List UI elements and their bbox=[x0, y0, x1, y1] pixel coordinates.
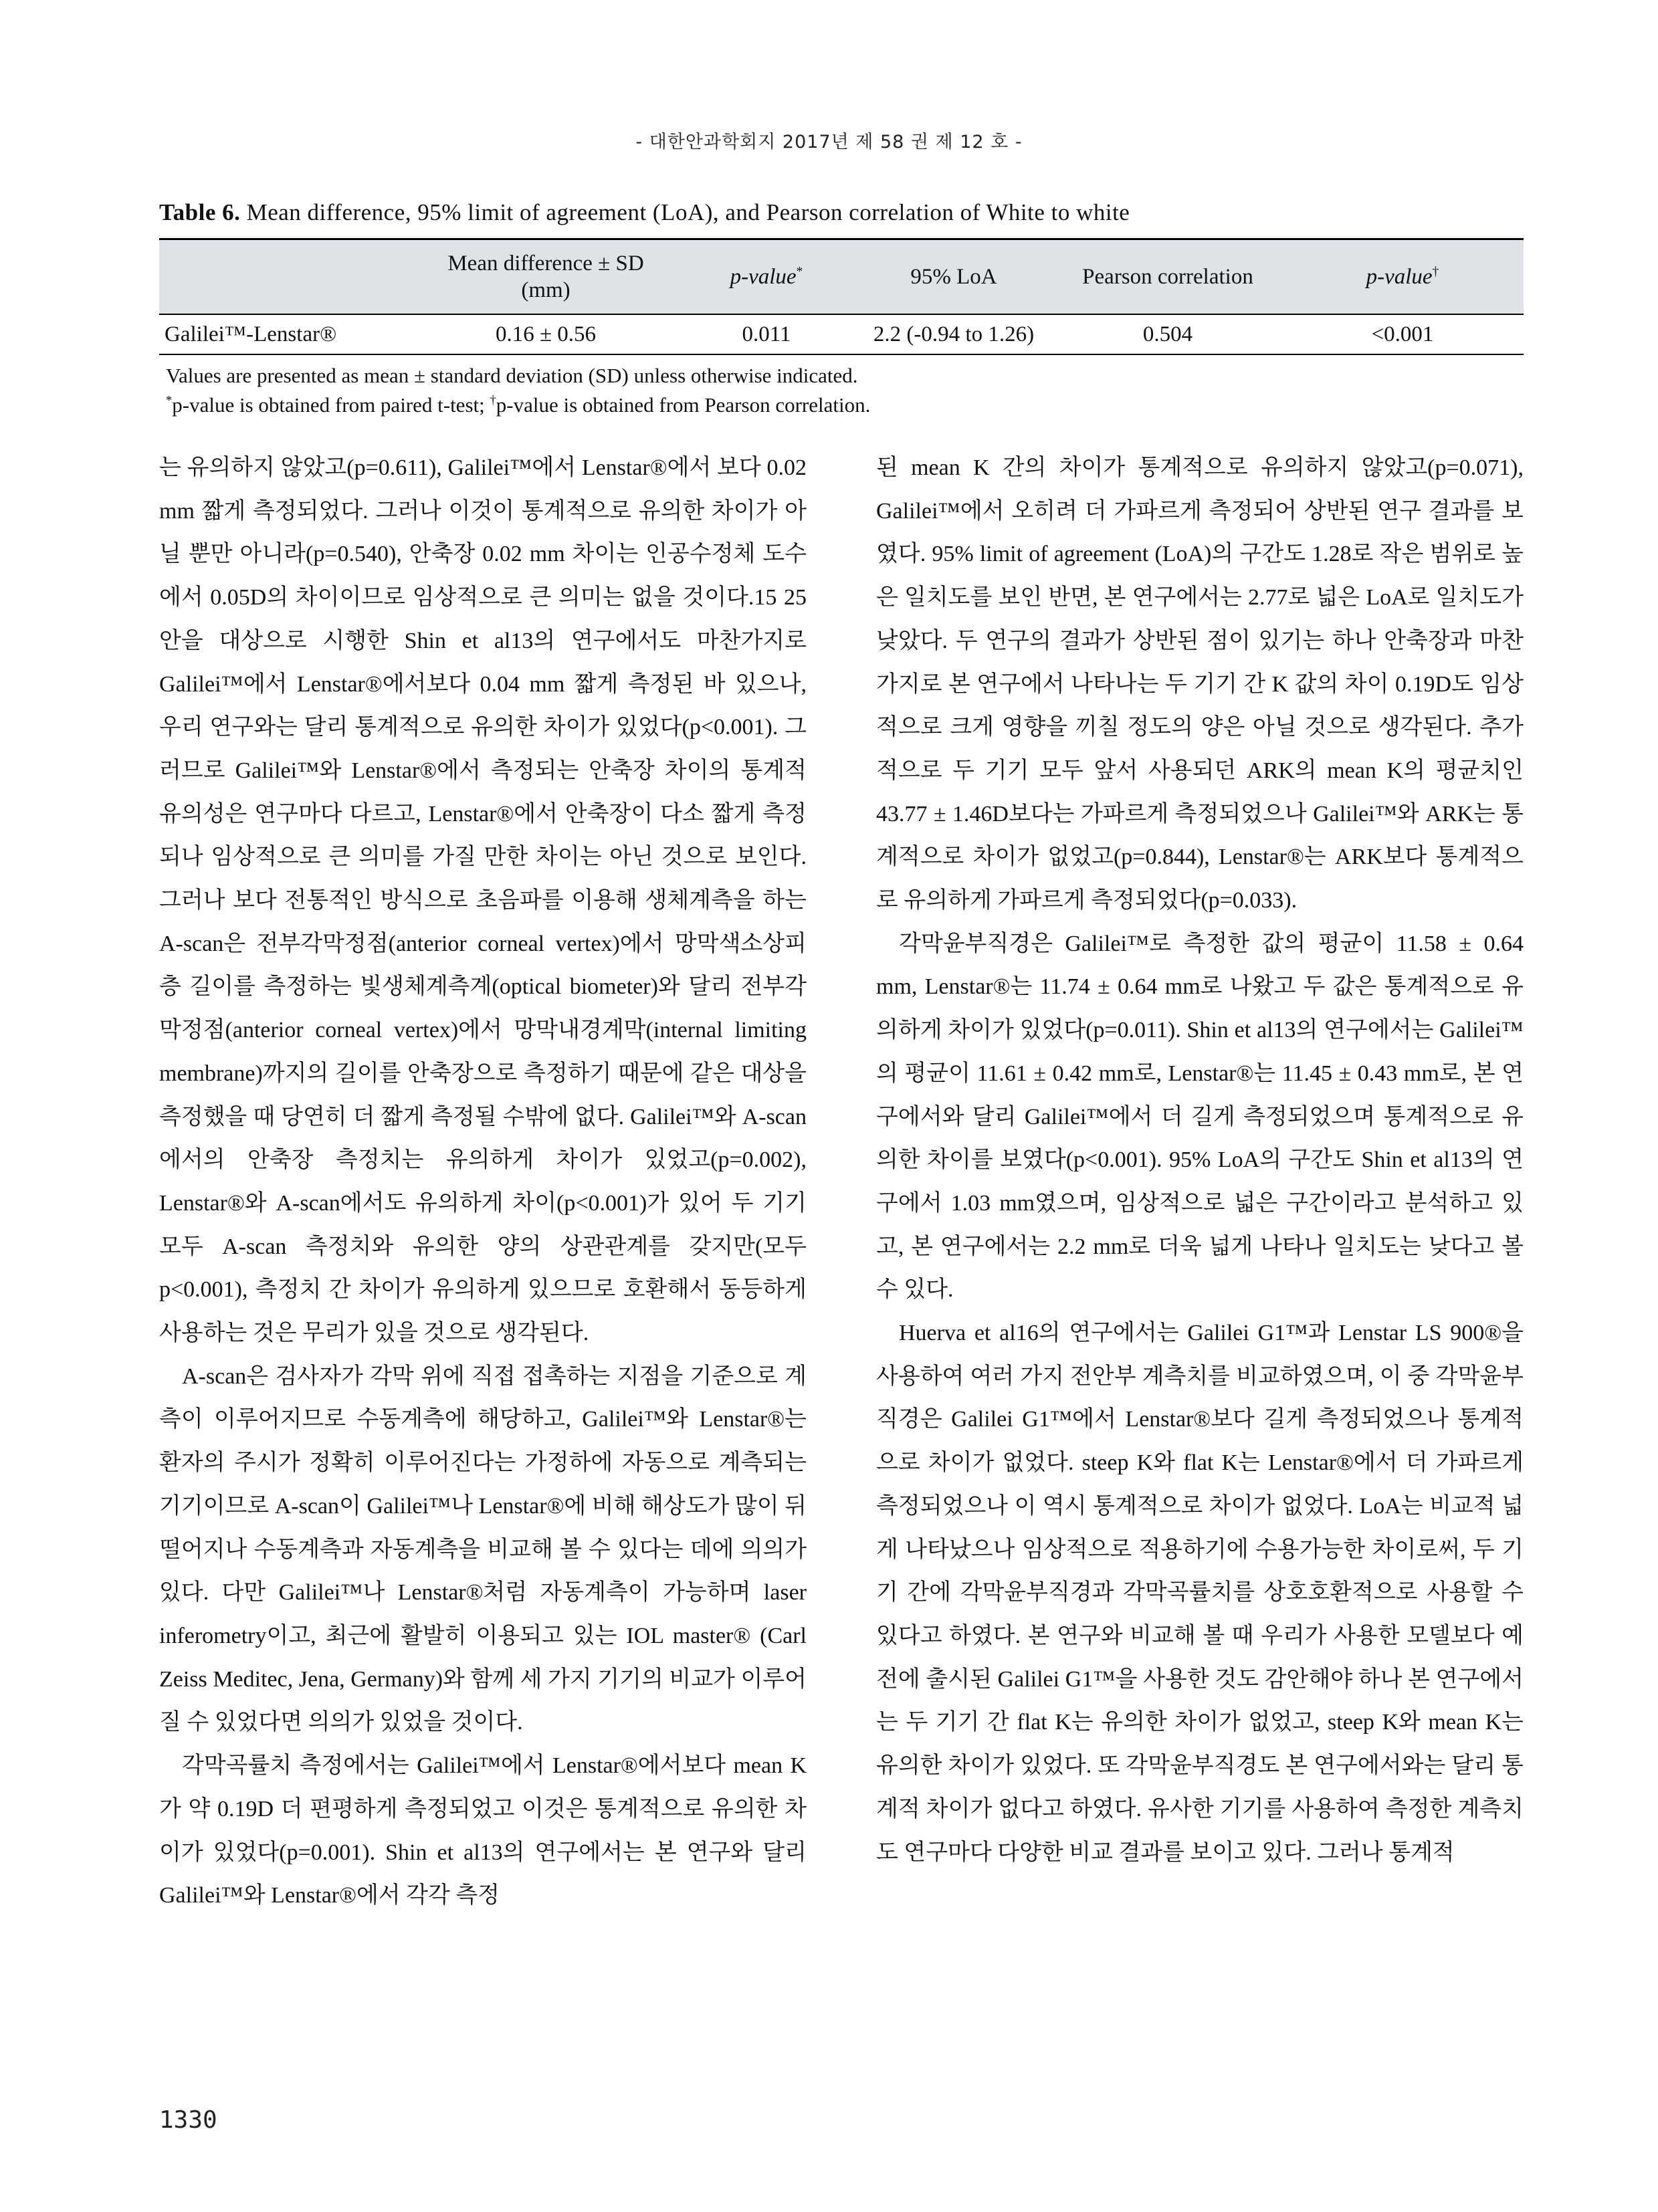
cell-mean-difference: 0.16 ± 0.56 bbox=[412, 314, 680, 354]
body-paragraph: Huerva et al16의 연구에서는 Galilei G1™과 Lenstar LS 900®을 사용하여 여러 가지 전안부 계측치를 비교하였으며, 이 중 각막윤부직경은 Galilei G1™에서 Lenstar®보다 길게 측정되었으나 통계적으로 차이가 없었다. steep K와 flat K는 Lenstar®에서 더 가파르게 측정되었으나 이 역시 통계적으로 차이가 없었다. LoA는 비교적 넓게 나타났으나 임상적으로 적용하기에 수용가능한 차이로써, 두 기기 간에 각막윤부직경과 각막곡률치를 상호호환적으로 사용할 수 있다고 하였다. 본 연구와 비교해 볼 때 우리가 사용한 모델보다 예전에 출시된 Galilei G1™을 사용한 것도 감안해야 하나 본 연구에서는 두 기기 간 flat K는 유의한 차이가 없었고, steep K와 mean K는 유의한 차이가 있었다. 또 각막윤부직경도 본 연구에서와는 달리 통계적 차이가 없다고 하였다. 유사한 기기를 사용하여 측정한 계측치도 연구마다 다양한 비교 결과를 보이고 있다. 그러나 통계적 bbox=[876, 1321, 1524, 1865]
cell-pearson: 0.504 bbox=[1054, 314, 1281, 354]
header-pvalue-pearson bbox=[1281, 239, 1524, 315]
cell-pvalue-pearson: <0.001 bbox=[1281, 314, 1524, 354]
cell-pvalue-ttest: 0.011 bbox=[680, 314, 853, 354]
header-pvalue2-text: p-value bbox=[1366, 265, 1433, 289]
header-loa: 95% LoA bbox=[853, 239, 1054, 315]
table-note-1: Values are presented as mean ± standard deviation (SD) unless otherwise indicated. bbox=[166, 364, 858, 387]
header-pvalue2-mark: † bbox=[1432, 264, 1439, 279]
note-2-part2: p-value is obtained from Pearson correlation. bbox=[496, 393, 871, 417]
header-pearson: Pearson correlation bbox=[1054, 239, 1281, 315]
body-paragraph: 각막윤부직경은 Galilei™로 측정한 값의 평균이 11.58 ± 0.64 mm, Lenstar®는 11.74 ± 0.64 mm로 나왔고 두 값은 통계적으로 유의하게 차이가 있었다(p=0.011). Shin et al13의 연구에서는 Galilei™의 평균이 11.61 ± 0.42 mm로, Lenstar®는 11.45 ± 0.43 mm로, 본 연구에서와 달리 Galilei™에서 더 길게 측정되었으며 통계적으로 유의한 차이를 보였다(p<0.001). 95% LoA의 구간도 Shin et al13의 연구에서 1.03 mm였으며, 임상적으로 넓은 구간이라고 분석하고 있고, 본 연구에서는 2.2 mm로 더욱 넓게 나타나 일치도는 낮다고 볼 수 있다. bbox=[876, 931, 1524, 1303]
running-head: - 대한안과학회지 2017년 제 58 권 제 12 호 - bbox=[635, 132, 1023, 152]
header-pvalue-ttest bbox=[680, 239, 853, 315]
note-mark-dagger: † bbox=[490, 393, 496, 408]
table-row bbox=[159, 314, 1524, 354]
header-mean-diff-line1: Mean difference ± SD bbox=[447, 251, 644, 275]
header-blank bbox=[159, 239, 412, 315]
table-caption-text: Mean difference, 95% limit of agreement (LoA), and Pearson correlation of White to white bbox=[246, 199, 1130, 225]
note-2-part1: p-value is obtained from paired t-test; bbox=[172, 393, 490, 417]
page-number: 1330 bbox=[159, 2106, 217, 2134]
table-caption bbox=[159, 199, 1524, 226]
body-column-right bbox=[876, 447, 1524, 1874]
note-mark-asterisk: * bbox=[166, 393, 173, 408]
table-header-row bbox=[159, 239, 1524, 315]
table-note-2 bbox=[166, 391, 1530, 420]
header-mean-diff-line2: (mm) bbox=[521, 278, 571, 302]
body-paragraph: 각막곡률치 측정에서는 Galilei™에서 Lenstar®에서보다 mean K가 약 0.19D 더 편평하게 측정되었고 이것은 통계적으로 유의한 차이가 있었다(p=0.001). Shin et al13의 연구에서는 본 연구와 달리 Galilei™와 Lenstar®에서 각각 측정 bbox=[159, 1753, 807, 1908]
body-paragraph: 된 mean K 간의 차이가 통계적으로 유의하지 않았고(p=0.071), Galilei™에서 오히려 더 가파르게 측정되어 상반된 연구 결과를 보였다. 95% limit of agreement (LoA)의 구간도 1.28로 작은 범위로 높은 일치도를 보인 반면, 본 연구에서는 2.77로 넓은 LoA로 일치도가 낮았다. 두 연구의 결과가 상반된 점이 있기는 하나 안축장과 마찬가지로 본 연구에서 나타나는 두 기기 간 K 값의 차이 0.19D도 임상적으로 크게 영향을 끼칠 정도의 양은 아닐 것으로 생각된다. 추가적으로 두 기기 모두 앞서 사용되던 ARK의 mean K의 평균치인 43.77 ± 1.46D보다는 가파르게 측정되었으나 Galilei™와 ARK는 통계적으로 차이가 없었고(p=0.844), Lenstar®는 ARK보다 통계적으로 유의하게 가파르게 측정되었다(p=0.033). bbox=[876, 455, 1524, 913]
body-column-left bbox=[159, 447, 807, 1918]
results-table bbox=[159, 238, 1524, 355]
table-footnotes bbox=[166, 361, 1530, 420]
body-paragraph: A-scan은 검사자가 각막 위에 직접 접촉하는 지점을 기준으로 계측이 이루어지므로 수동계측에 해당하고, Galilei™와 Lenstar®는 환자의 주시가 정확히 이루어진다는 가정하에 자동으로 계측되는 기기이므로 A-scan이 Galilei™나 Lenstar®에 비해 해상도가 많이 뒤떨어지나 수동계측과 자동계측을 비교해 볼 수 있다는 데에 의의가 있다. 다만 Galilei™나 Lenstar®처럼 자동계측이 가능하며 laser inferometry이고, 최근에 활발히 이용되고 있는 IOL master® (Carl Zeiss Meditec, Jena, Germany)와 함께 세 가지 기기의 비교가 이루어질 수 있었다면 의의가 있었을 것이다. bbox=[159, 1363, 807, 1735]
header-pvalue1-text: p-value bbox=[730, 265, 797, 289]
cell-loa: 2.2 (-0.94 to 1.26) bbox=[853, 314, 1054, 354]
header-mean-difference bbox=[412, 239, 680, 315]
table-caption-label: Table 6. bbox=[159, 199, 241, 225]
body-paragraph: 는 유의하지 않았고(p=0.611), Galilei™에서 Lenstar®에서 보다 0.02 mm 짧게 측정되었다. 그러나 이것이 통계적으로 유의한 차이가 아닐 뿐만 아니라(p=0.540), 안축장 0.02 mm 차이는 인공수정체 도수에서 0.05D의 차이이므로 임상적으로 큰 의미는 없을 것이다.15 25안을 대상으로 시행한 Shin et al13의 연구에서도 마찬가지로 Galilei™에서 Lenstar®에서보다 0.04 mm 짧게 측정된 바 있으나, 우리 연구와는 달리 통계적으로 유의한 차이가 있었다(p<0.001). 그러므로 Galilei™와 Lenstar®에서 측정되는 안축장 차이의 통계적 유의성은 연구마다 다르고, Lenstar®에서 안축장이 다소 짧게 측정되나 임상적으로 큰 의미를 가질 만한 차이는 아닌 것으로 보인다. 그러나 보다 전통적인 방식으로 초음파를 이용해 생체계측을 하는 A-scan은 전부각막정점(anterior corneal vertex)에서 망막색소상피층 길이를 측정하는 빛생체계측계(optical biometer)와 달리 전부각막정점(anterior corneal vertex)에서 망막내경계막(internal limiting membrane)까지의 길이를 안축장으로 측정하기 때문에 같은 대상을 측정했을 때 당연히 더 짧게 측정될 수밖에 없다. Galilei™와 A-scan에서의 안축장 측정치는 유의하게 차이가 있었고(p=0.002), Lenstar®와 A-scan에서도 유의하게 차이(p<0.001)가 있어 두 기기 모두 A-scan 측정치와 유의한 양의 상관관계를 갖지만(모두 p<0.001), 측정치 간 차이가 유의하게 있으므로 호환해서 동등하게 사용하는 것은 무리가 있을 것으로 생각된다. bbox=[159, 455, 807, 1346]
cell-comparison: Galilei™-Lenstar® bbox=[159, 314, 412, 354]
header-pvalue1-mark: * bbox=[796, 264, 803, 279]
